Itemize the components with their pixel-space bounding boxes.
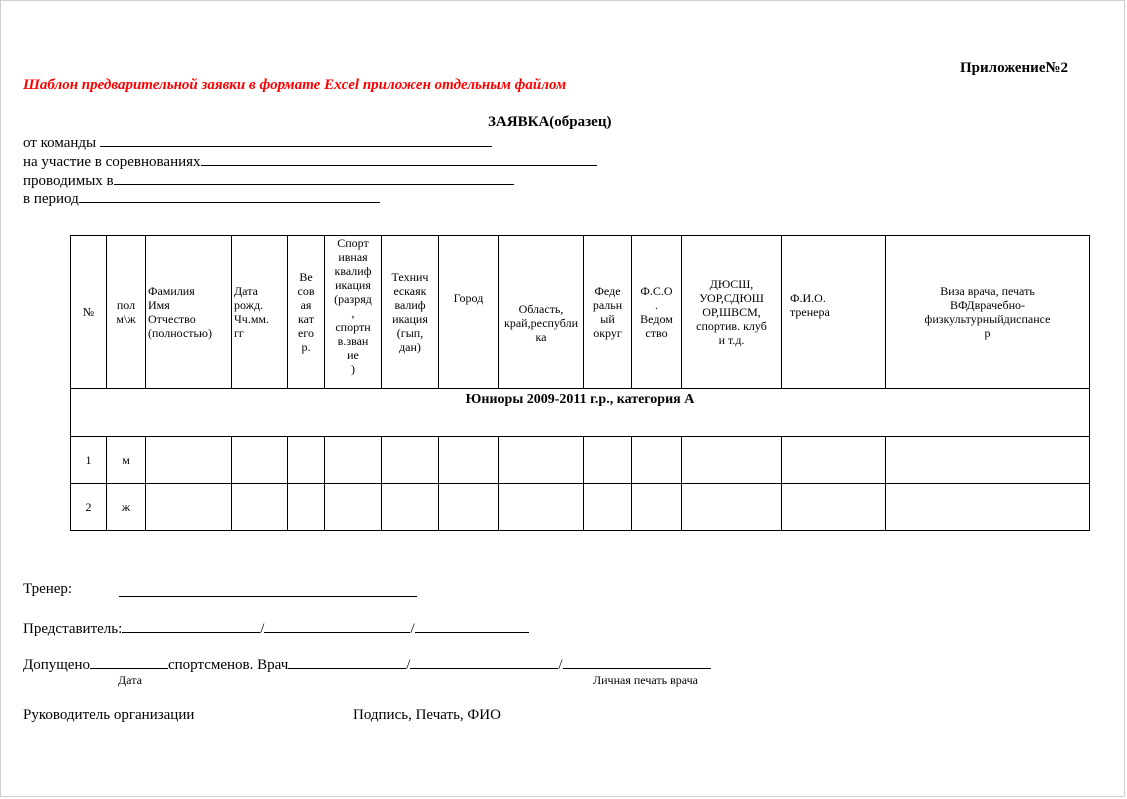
representative-blank-2 <box>264 618 410 633</box>
table-row <box>71 484 1090 531</box>
cell-fso-department[interactable] <box>632 484 682 531</box>
header-technical-qualification: Технич eскаяк валиф икация (гып, дан) <box>382 236 439 389</box>
cell-region[interactable] <box>499 437 584 484</box>
representative-label: Представитель: <box>23 621 123 637</box>
cell-doctor-visa[interactable] <box>886 437 1090 484</box>
field-period <box>23 188 380 208</box>
header-full-name: Фамилия Имя Отчество (полностью) <box>146 236 232 389</box>
athletes-doctor-label: спортсменов. Врач <box>168 657 289 673</box>
representative-blank-3 <box>415 618 529 633</box>
cell-birth-date[interactable] <box>232 437 288 484</box>
appendix-label: Приложение№2 <box>960 60 1069 76</box>
cell-weight-category[interactable] <box>288 437 325 484</box>
document-title: ЗАЯВКА(образец) <box>488 114 612 130</box>
row-sex: м <box>107 437 146 484</box>
cell-coach-name[interactable] <box>782 437 886 484</box>
cell-doctor-visa[interactable] <box>886 484 1090 531</box>
coach-label: Тренер: <box>23 581 73 597</box>
cell-school-club[interactable] <box>682 437 782 484</box>
cell-federal-district[interactable] <box>584 437 632 484</box>
cell-birth-date[interactable] <box>232 484 288 531</box>
header-weight-category: Ве сов ая кат его р. <box>288 236 325 389</box>
slash: / <box>260 621 265 637</box>
header-school-club: ДЮСШ, УОР,СДЮШ ОР,ШВСМ, спортив. клуб и т.д. <box>682 236 782 389</box>
cell-federal-district[interactable] <box>584 484 632 531</box>
slash: / <box>558 657 563 673</box>
header-coach-name: Ф.И.О. тренера <box>782 236 886 389</box>
slash: / <box>410 621 415 637</box>
table-group-row <box>71 389 1090 437</box>
doctor-stamp-caption: Личная печать врача <box>593 673 698 687</box>
cell-region[interactable] <box>499 484 584 531</box>
cell-sport-qualification[interactable] <box>325 437 382 484</box>
field-competition-blank <box>201 151 597 166</box>
doctor-blank-1 <box>288 654 406 669</box>
doctor-blank-2 <box>410 654 558 669</box>
admitted-count-blank <box>90 654 168 669</box>
admitted-label: Допущено <box>23 657 90 673</box>
cell-coach-name[interactable] <box>782 484 886 531</box>
cell-full-name[interactable] <box>146 484 232 531</box>
table-row <box>71 437 1090 484</box>
coach-blank <box>119 582 417 597</box>
header-doctor-visa: Виза врача, печать ВФДврачебно- физкультурныйдиспансе р <box>886 236 1090 389</box>
field-period-label: в период <box>23 191 79 207</box>
admitted-signature <box>23 654 711 674</box>
cell-school-club[interactable] <box>682 484 782 531</box>
header-region: Область, край,республи ка <box>499 236 584 389</box>
field-team <box>23 132 492 152</box>
row-num: 2 <box>71 484 107 531</box>
field-team-blank <box>100 132 492 147</box>
cell-technical-qualification[interactable] <box>382 484 439 531</box>
cell-city[interactable] <box>439 484 499 531</box>
row-sex: ж <box>107 484 146 531</box>
cell-sport-qualification[interactable] <box>325 484 382 531</box>
header-federal-district: Феде ральн ый округ <box>584 236 632 389</box>
cell-fso-department[interactable] <box>632 437 682 484</box>
template-note: Шаблон предварительной заявки в формате Excel приложен отдельным файлом <box>23 77 567 93</box>
field-held-in <box>23 170 514 190</box>
field-held-in-blank <box>114 170 514 185</box>
doctor-blank-3 <box>563 654 711 669</box>
slash: / <box>406 657 411 673</box>
sign-stamp-name-label: Подпись, Печать, ФИО <box>353 707 501 723</box>
header-fso-department: Ф.С.О . Ведом ство <box>632 236 682 389</box>
representative-signature <box>23 618 529 638</box>
cell-weight-category[interactable] <box>288 484 325 531</box>
field-competition-label: на участие в соревнованиях <box>23 154 201 170</box>
head-of-org-label: Руководитель организации <box>23 707 195 723</box>
header-sport-qualification: Спорт ивная квалиф икация (разряд , спортн в.зван ие ) <box>325 236 382 389</box>
representative-blank-1 <box>122 618 260 633</box>
table-header-row <box>71 236 1090 389</box>
entry-table <box>70 235 1090 531</box>
row-num: 1 <box>71 437 107 484</box>
coach-signature <box>23 581 72 598</box>
header-birth-date: Дата рожд. Чч.мм. гг <box>232 236 288 389</box>
header-city: Город <box>439 236 499 389</box>
cell-full-name[interactable] <box>146 437 232 484</box>
field-team-label: от команды <box>23 135 97 151</box>
header-sex: пол м\ж <box>107 236 146 389</box>
date-caption: Дата <box>118 673 142 687</box>
cell-city[interactable] <box>439 437 499 484</box>
field-held-in-label: проводимых в <box>23 173 114 189</box>
group-label: Юниоры 2009-2011 г.р., категория А <box>71 389 1090 437</box>
field-period-blank <box>79 188 380 203</box>
cell-technical-qualification[interactable] <box>382 437 439 484</box>
header-num: № <box>71 236 107 389</box>
field-competition <box>23 151 597 171</box>
